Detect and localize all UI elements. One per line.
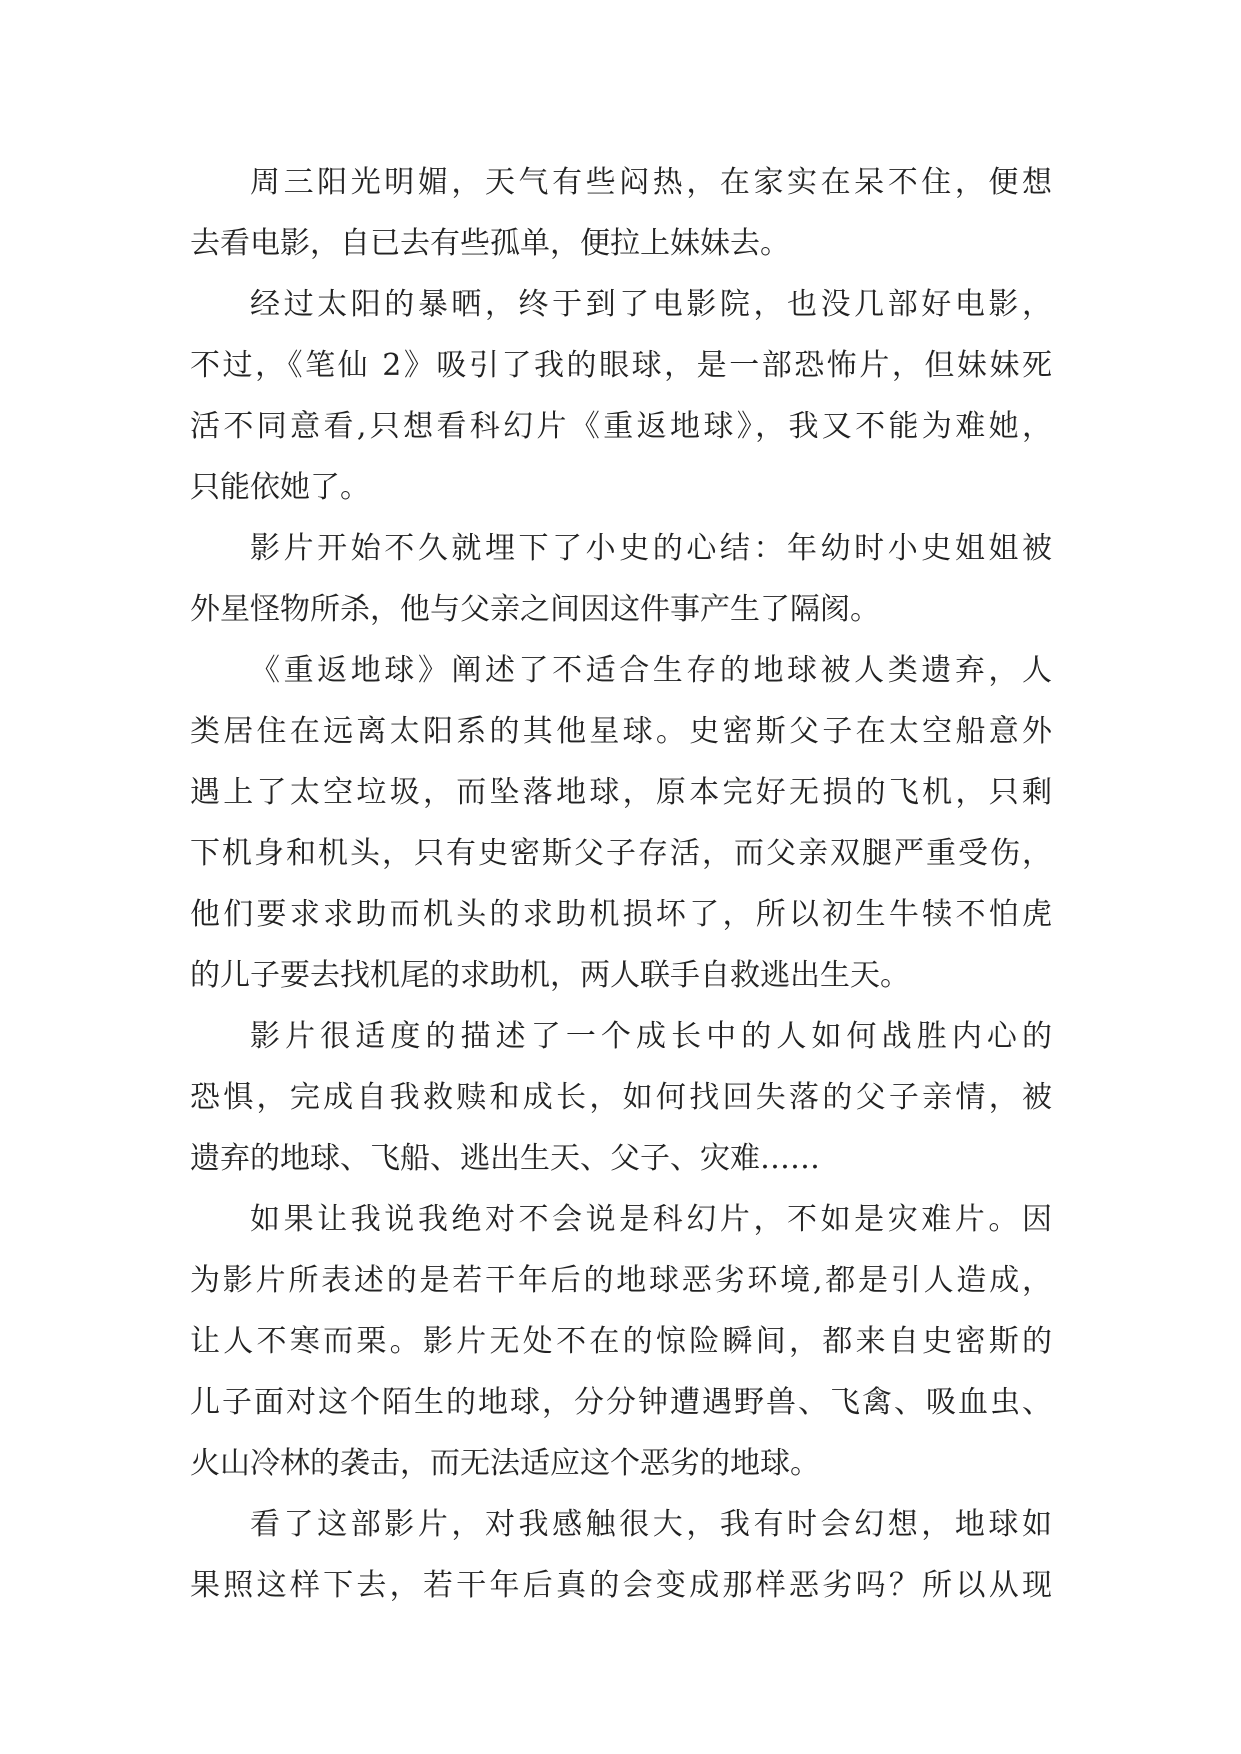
text-line: 影片开始不久就埋下了小史的心结：年幼时小史姐姐被 bbox=[250, 531, 1052, 566]
document-page bbox=[190, 152, 1052, 1616]
text-line: 不过，《笔仙 2》吸引了我的眼球，是一部恐怖片，但妹妹死 bbox=[190, 348, 1052, 383]
text-line: 遗弃的地球、飞船、逃出生天、父子、灾难…… bbox=[190, 1141, 820, 1176]
text-line: 只能依她了。 bbox=[190, 470, 370, 505]
paragraph-7 bbox=[190, 1494, 1052, 1616]
text-line: 下机身和机头，只有史密斯父子存活，而父亲双腿严重受伤， bbox=[190, 836, 1052, 871]
text-line: 果照这样下去，若干年后真的会变成那样恶劣吗？所以从现 bbox=[190, 1568, 1052, 1603]
text-line: 影片很适度的描述了一个成长中的人如何战胜内心的 bbox=[250, 1019, 1052, 1054]
text-line: 去看电影，自已去有些孤单，便拉上妹妹去。 bbox=[190, 226, 790, 261]
text-line: 为影片所表述的是若干年后的地球恶劣环境,都是引人造成， bbox=[190, 1263, 1052, 1298]
text-line: 类居住在远离太阳系的其他星球。史密斯父子在太空船意外 bbox=[190, 714, 1052, 749]
paragraph-2 bbox=[190, 274, 1052, 518]
text-line: 火山冷林的袭击，而无法适应这个恶劣的地球。 bbox=[190, 1446, 820, 1481]
paragraph-5 bbox=[190, 1006, 1052, 1189]
text-line: 周三阳光明媚，天气有些闷热，在家实在呆不住，便想 bbox=[250, 165, 1052, 200]
paragraph-6 bbox=[190, 1189, 1052, 1494]
text-line: 遇上了太空垃圾，而坠落地球，原本完好无损的飞机，只剩 bbox=[190, 775, 1052, 810]
paragraph-3 bbox=[190, 518, 1052, 640]
paragraph-4 bbox=[190, 640, 1052, 1006]
text-line: 《重返地球》阐述了不适合生存的地球被人类遗弃，人 bbox=[250, 653, 1052, 688]
text-line: 让人不寒而栗。影片无处不在的惊险瞬间，都来自史密斯的 bbox=[190, 1324, 1052, 1359]
text-line: 他们要求求助而机头的求助机损坏了，所以初生牛犊不怕虎 bbox=[190, 897, 1052, 932]
text-line: 的儿子要去找机尾的求助机，两人联手自救逃出生天。 bbox=[190, 958, 910, 993]
text-line: 儿子面对这个陌生的地球，分分钟遭遇野兽、飞禽、吸血虫、 bbox=[190, 1385, 1052, 1420]
text-line: 经过太阳的暴晒，终于到了电影院，也没几部好电影， bbox=[250, 287, 1052, 322]
text-line: 看了这部影片，对我感触很大，我有时会幻想，地球如 bbox=[250, 1507, 1052, 1542]
paragraph-1 bbox=[190, 152, 1052, 274]
text-line: 恐惧，完成自我救赎和成长，如何找回失落的父子亲情，被 bbox=[190, 1080, 1052, 1115]
text-line: 外星怪物所杀，他与父亲之间因这件事产生了隔阂。 bbox=[190, 592, 880, 627]
text-line: 活不同意看,只想看科幻片《重返地球》，我又不能为难她， bbox=[190, 409, 1052, 444]
text-line: 如果让我说我绝对不会说是科幻片，不如是灾难片。因 bbox=[250, 1202, 1052, 1237]
